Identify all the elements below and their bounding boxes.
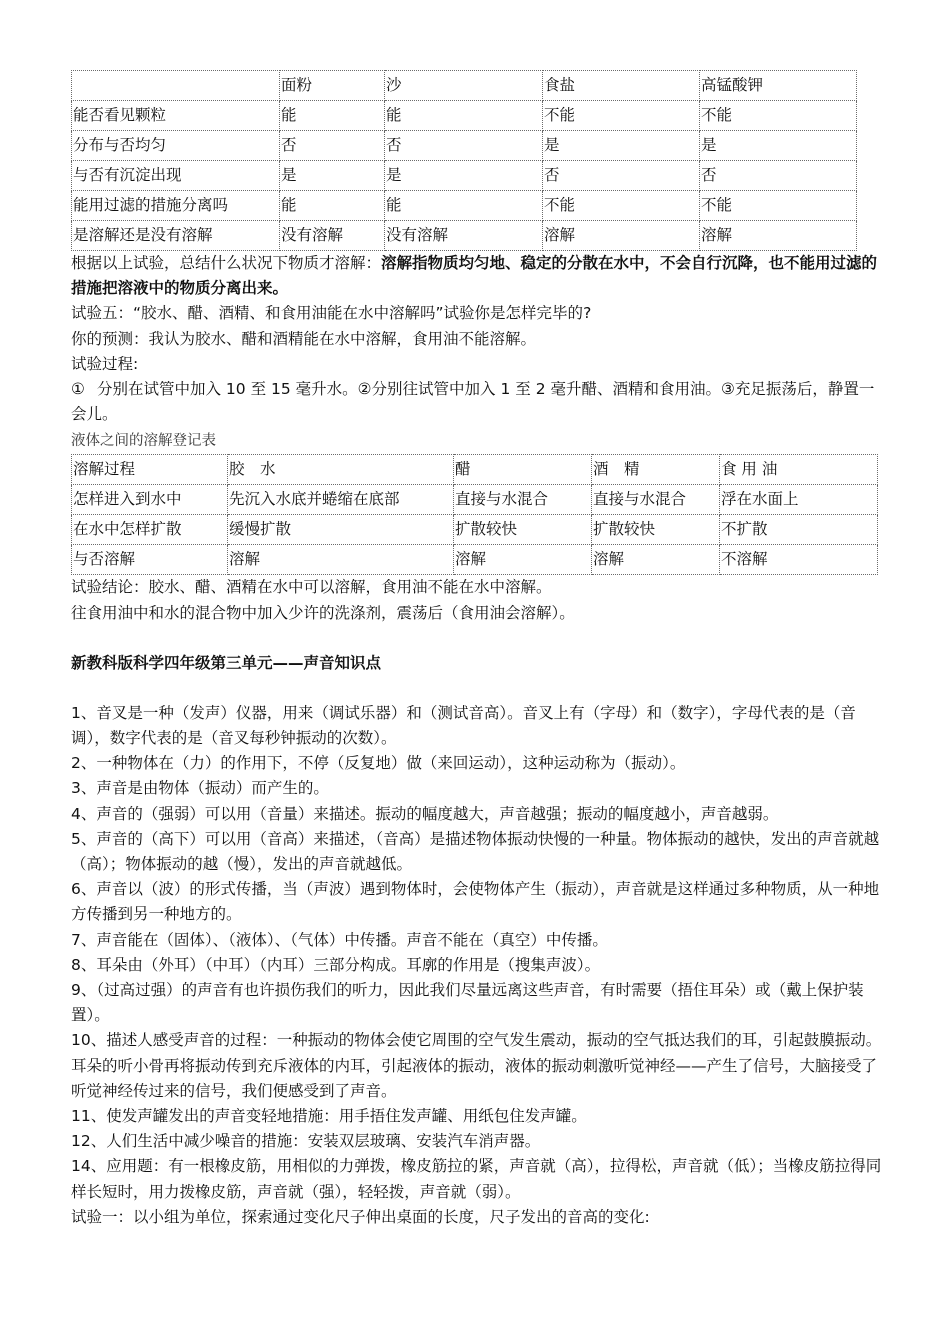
table-cell: 能用过滤的措施分离吗 bbox=[72, 191, 280, 221]
table-cell: 没有溶解 bbox=[385, 221, 543, 251]
table-cell: 胶 水 bbox=[228, 455, 454, 485]
table-cell: 缓慢扩散 bbox=[228, 515, 454, 545]
table-cell: 不溶解 bbox=[720, 545, 878, 575]
table-cell: 是 bbox=[385, 161, 543, 191]
table-cell: 不扩散 bbox=[720, 515, 878, 545]
table-cell: 食盐 bbox=[543, 71, 700, 101]
knowledge-point: 1、音叉是一种（发声）仪器，用来（调试乐器）和（测试音高）。音叉上有（字母）和（数字），字母代表的是（音调），数字代表的是（音叉每秒钟振动的次数）。 bbox=[71, 703, 856, 748]
table-cell: 是 bbox=[543, 131, 700, 161]
summary-paragraph bbox=[71, 251, 883, 301]
solubility-table bbox=[71, 70, 857, 251]
table-cell: 是 bbox=[280, 161, 385, 191]
knowledge-point: 6、声音以（波）的形式传播，当（声波）遇到物体时，会使物体产生（振动），声音就是这样通过多种物质，从一种地方传播到另一种地方的。 bbox=[71, 880, 880, 924]
table-cell: 能 bbox=[385, 191, 543, 221]
table-cell: 沙 bbox=[385, 71, 543, 101]
table-row bbox=[72, 101, 857, 131]
table-cell: 否 bbox=[385, 131, 543, 161]
table-cell: 能 bbox=[280, 191, 385, 221]
knowledge-point: 5、声音的（高下）可以用（音高）来描述，（音高）是描述物体振动快慢的一种量。物体振动的越快，发出的声音就越（高）；物体振动的越（慢），发出的声音就越低。 bbox=[71, 829, 880, 874]
spacer bbox=[71, 626, 883, 651]
table-cell: 不能 bbox=[700, 101, 857, 131]
knowledge-point: 7、声音能在（固体）、（液体）、（气体）中传播。声音不能在（真空）中传播。 bbox=[71, 930, 608, 949]
table-cell: 否 bbox=[280, 131, 385, 161]
knowledge-point: 14、应用题：有一根橡皮筋，用相似的力弹拨，橡皮筋拉的紧，声音就（高），拉得松，声音就（低）；当橡皮筋拉得同样长短时，用力拨橡皮筋，声音就（强），轻轻拨，声音就（弱）。 bbox=[71, 1157, 882, 1201]
table-cell: 是 bbox=[700, 131, 857, 161]
table-cell: 分布与否均匀 bbox=[72, 131, 280, 161]
spacer bbox=[71, 676, 883, 701]
table-row bbox=[72, 485, 878, 515]
knowledge-point: 11、使发声罐发出的声音变轻地措施：用手捂住发声罐、用纸包住发声罐。 bbox=[71, 1107, 587, 1126]
knowledge-point: 3、声音是由物体（振动）而产生的。 bbox=[71, 779, 329, 798]
table-cell: 溶解 bbox=[228, 545, 454, 575]
table-cell: 溶解 bbox=[543, 221, 700, 251]
detergent-note: 往食用油中和水的混合物中加入少许的洗涤剂，震荡后（食用油会溶解）。 bbox=[71, 603, 575, 622]
knowledge-point: 4、声音的（强弱）可以用（音量）来描述。振动的幅度越大，声音越强；振动的幅度越小，声音越弱。 bbox=[71, 804, 779, 823]
table-cell: 醋 bbox=[454, 455, 592, 485]
table-cell: 浮在水面上 bbox=[720, 485, 878, 515]
experiment5-title: 试验五：“胶水、醋、酒精、和食用油能在水中溶解吗”试验你是怎样完毕的? bbox=[71, 304, 592, 323]
table-cell: 没有溶解 bbox=[280, 221, 385, 251]
table-cell: 扩散较快 bbox=[454, 515, 592, 545]
table-cell: 面粉 bbox=[280, 71, 385, 101]
experiment5-process-label: 试验过程: bbox=[71, 354, 139, 373]
table-header-row bbox=[72, 71, 857, 101]
step-text: 分别在试管中加入 10 至 15 毫升水。②分别往试管中加入 1 至 2 毫升醋、酒精和食用油。③充足振荡后，静置一会儿。 bbox=[71, 380, 875, 424]
table-cell: 食 用 油 bbox=[720, 455, 878, 485]
liquid-dissolving-table bbox=[71, 454, 878, 575]
table-cell: 否 bbox=[700, 161, 857, 191]
table-row bbox=[72, 545, 878, 575]
unit-title: 新教科版科学四年级第三单元——声音知识点 bbox=[71, 653, 382, 672]
table-cell: 否 bbox=[543, 161, 700, 191]
step-marker: ① bbox=[71, 380, 85, 399]
table-cell: 酒 精 bbox=[592, 455, 720, 485]
table-row bbox=[72, 161, 857, 191]
knowledge-point: 9、（过高过强）的声音有也许损伤我们的听力，因此我们尽量远离这些声音，有时需要（捂住耳朵）或（戴上保护装置）。 bbox=[71, 981, 864, 1025]
table-caption: 液体之间的溶解登记表 bbox=[71, 433, 216, 450]
table-cell: 与否有沉淀出现 bbox=[72, 161, 280, 191]
table-header-row bbox=[72, 455, 878, 485]
document-page bbox=[71, 70, 883, 1230]
experiment5-process-steps bbox=[71, 377, 883, 427]
table-cell: 直接与水混合 bbox=[592, 485, 720, 515]
experiment1-intro: 试验一：以小组为单位，探索通过变化尺子伸出桌面的长度，尺子发出的音高的变化: bbox=[71, 1207, 650, 1226]
experiment-conclusion: 试验结论：胶水、醋、酒精在水中可以溶解，食用油不能在水中溶解。 bbox=[71, 578, 552, 597]
table-cell: 溶解 bbox=[592, 545, 720, 575]
table-cell: 溶解 bbox=[700, 221, 857, 251]
table-cell: 高锰酸钾 bbox=[700, 71, 857, 101]
table-cell bbox=[72, 71, 280, 101]
experiment5-prediction: 你的预测：我认为胶水、醋和酒精能在水中溶解，食用油不能溶解。 bbox=[71, 329, 537, 348]
table-row bbox=[72, 191, 857, 221]
table-cell: 溶解 bbox=[454, 545, 592, 575]
summary-definition: 溶解指物质均匀地、稳定的分散在水中，不会自行沉降，也不能用过滤的措施把溶液中的物质分离出来。 bbox=[71, 254, 878, 298]
table-row bbox=[72, 131, 857, 161]
table-cell: 不能 bbox=[543, 191, 700, 221]
table-row bbox=[72, 515, 878, 545]
knowledge-point: 10、描述人感受声音的过程：一种振动的物体会使它周围的空气发生震动，振动的空气抵达我们的耳，引起鼓膜振动。耳朵的听小骨再将振动传到充斥液体的内耳，引起液体的振动，液体的振动刺激听觉神经——产生了信号，大脑接受了听觉神经传过来的信号，我们便感受到了声音。 bbox=[71, 1031, 882, 1100]
table-cell: 与否溶解 bbox=[72, 545, 228, 575]
table-cell: 能否看见颗粒 bbox=[72, 101, 280, 131]
table-cell: 直接与水混合 bbox=[454, 485, 592, 515]
table-cell: 怎样进入到水中 bbox=[72, 485, 228, 515]
table-cell: 扩散较快 bbox=[592, 515, 720, 545]
table-cell: 溶解过程 bbox=[72, 455, 228, 485]
table-cell: 是溶解还是没有溶解 bbox=[72, 221, 280, 251]
table-cell: 不能 bbox=[700, 191, 857, 221]
table-cell: 先沉入水底并蜷缩在底部 bbox=[228, 485, 454, 515]
knowledge-point: 12、人们生活中减少噪音的措施：安装双层玻璃、安装汽车消声器。 bbox=[71, 1132, 541, 1151]
knowledge-point: 8、耳朵由（外耳）（中耳）（内耳）三部分构成。耳廓的作用是（搜集声波）。 bbox=[71, 955, 601, 974]
table-cell: 在水中怎样扩散 bbox=[72, 515, 228, 545]
table-cell: 能 bbox=[280, 101, 385, 131]
table-cell: 不能 bbox=[543, 101, 700, 131]
table-cell: 能 bbox=[385, 101, 543, 131]
table-row bbox=[72, 221, 857, 251]
summary-lead: 根据以上试验，总结什么状况下物质才溶解： bbox=[71, 254, 382, 272]
knowledge-point: 2、一种物体在（力）的作用下，不停（反复地）做（来回运动），这种运动称为（振动）。 bbox=[71, 754, 686, 773]
